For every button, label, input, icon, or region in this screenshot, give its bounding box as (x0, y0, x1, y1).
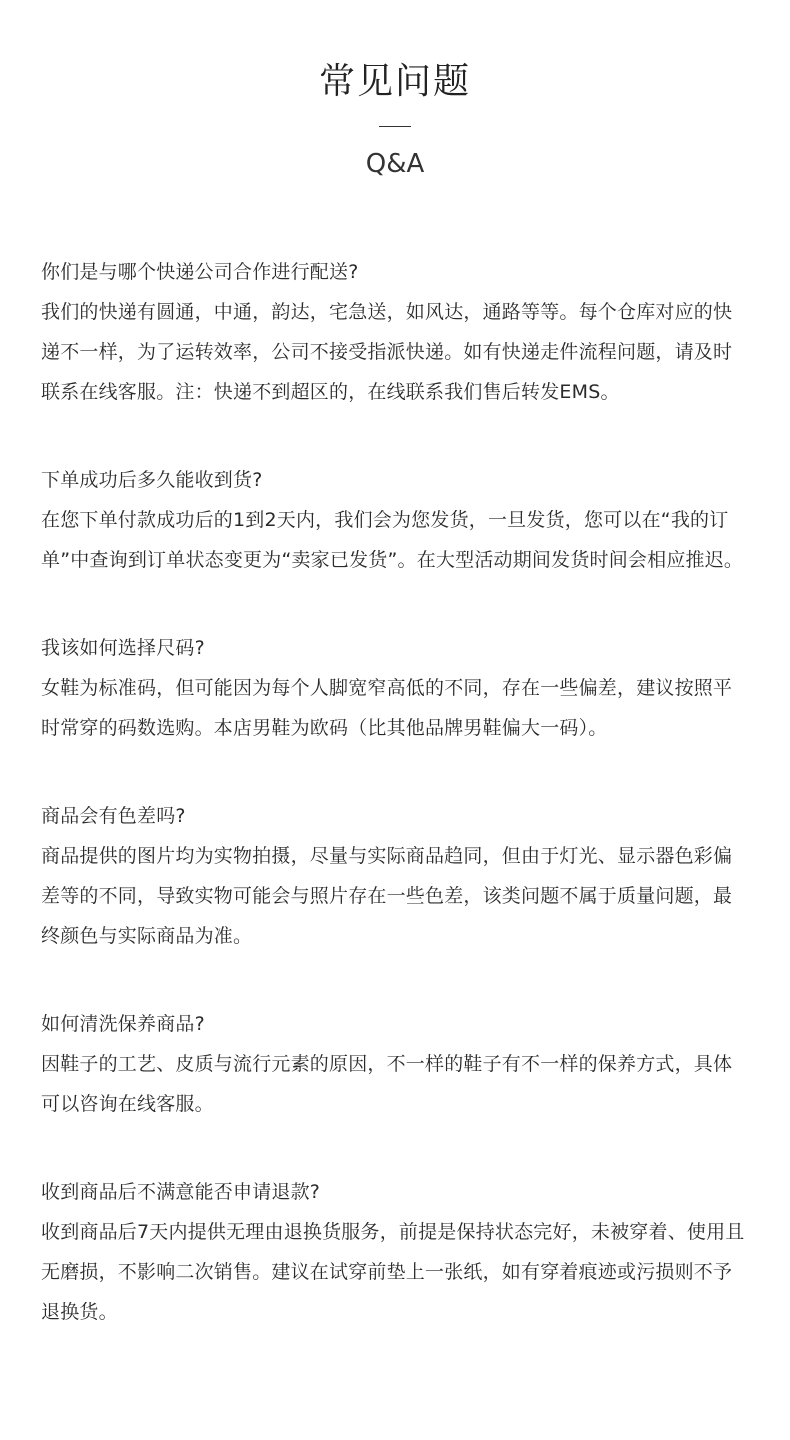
faq-item-color-difference (41, 796, 751, 956)
faq-question: 下单成功后多久能收到货? (41, 469, 263, 491)
faq-answer: 女鞋为标准码，但可能因为每个人脚宽窄高低的不同，存在一些偏差，建议按照平时常穿的码数选购。本店男鞋为欧码（比其他品牌男鞋偏大一码）。 (41, 677, 733, 739)
faq-question: 我该如何选择尺码? (41, 637, 205, 659)
faq-answer: 收到商品后7天内提供无理由退换货服务，前提是保持状态完好，未被穿着、使用且无磨损，不影响二次销售。建议在试穿前垫上一张纸，如有穿着痕迹或污损则不予退换货。 (41, 1221, 745, 1323)
faq-list (41, 252, 751, 1380)
page-subtitle: Q&A (365, 149, 425, 179)
faq-answer: 商品提供的图片均为实物拍摄，尽量与实际商品趋同，但由于灯光、显示器色彩偏差等的不同，导致实物可能会与照片存在一些色差，该类问题不属于质量问题，最终颜色与实际商品为准。 (41, 845, 733, 947)
faq-answer: 我们的快递有圆通，中通，韵达，宅急送，如风达，通路等等。每个仓库对应的快递不一样，为了运转效率，公司不接受指派快递。如有快递走件流程问题，请及时联系在线客服。注：快递不到超区的，在线联系我们售后转发EMS。 (41, 301, 733, 403)
faq-item-size-selection (41, 628, 751, 748)
faq-question: 如何清洗保养商品? (41, 1013, 205, 1035)
faq-question: 你们是与哪个快递公司合作进行配送? (41, 261, 359, 283)
faq-answer: 在您下单付款成功后的1到2天内，我们会为您发货，一旦发货，您可以在“我的订单”中查询到订单状态变更为“卖家已发货”。在大型活动期间发货时间会相应推迟。 (41, 509, 744, 571)
title-divider (379, 126, 411, 127)
faq-item-delivery-time (41, 460, 751, 580)
page-title: 常见问题 (318, 61, 471, 102)
page-header (0, 0, 790, 200)
faq-question: 收到商品后不满意能否申请退款? (41, 1181, 321, 1203)
faq-answer: 因鞋子的工艺、皮质与流行元素的原因，不一样的鞋子有不一样的保养方式，具体可以咨询在线客服。 (41, 1053, 733, 1115)
faq-question: 商品会有色差吗? (41, 805, 186, 827)
faq-item-refund-policy (41, 1172, 751, 1332)
faq-item-shipping-company (41, 252, 751, 412)
faq-item-care-instructions (41, 1004, 751, 1124)
